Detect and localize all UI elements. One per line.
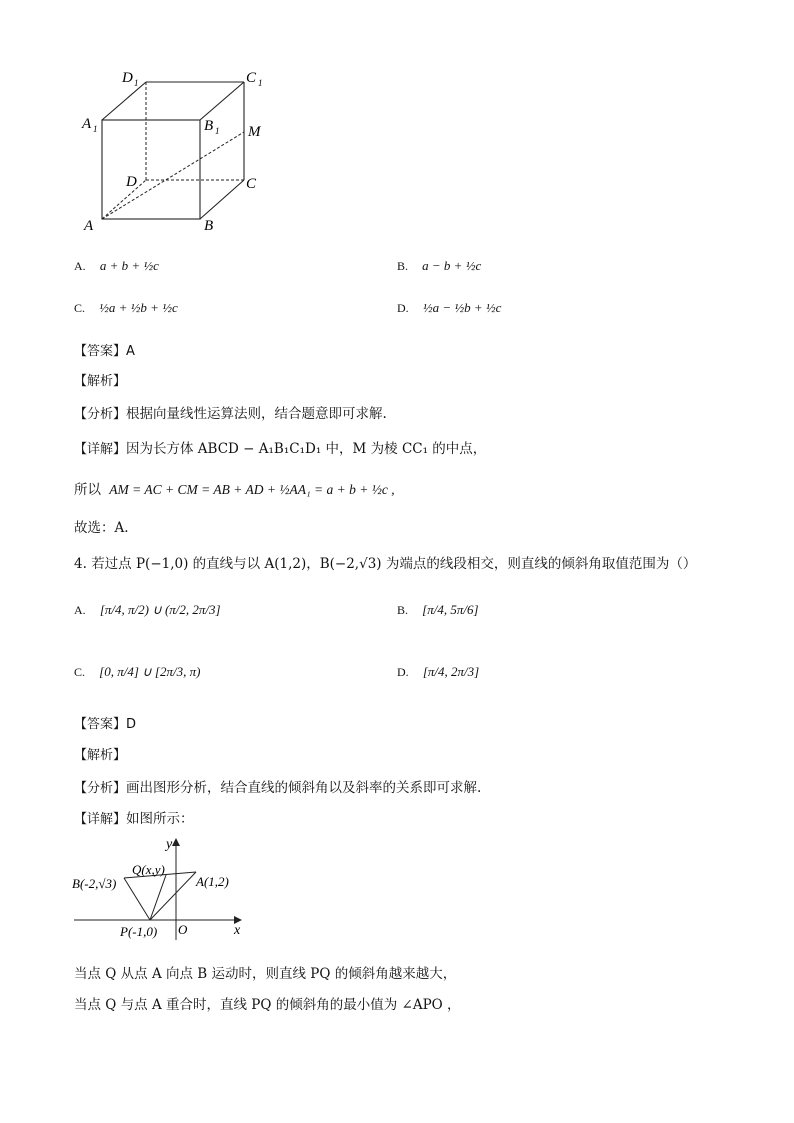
label-a1: A	[82, 116, 92, 132]
q3-option-b[interactable]: B. a − b + ½c	[397, 258, 482, 273]
q3-formula-expr: AM = AC + CM = AB + AD + ½AA₁ = a + b + ½c ,	[109, 482, 395, 497]
svg-text:P(-1,0): P(-1,0)	[120, 924, 158, 939]
q3-option-c-expr: ½a + ½b + ½c	[99, 300, 178, 315]
q3-option-c[interactable]: C. ½a + ½b + ½c	[74, 300, 178, 315]
svg-text:B(-2,√3): B(-2,√3)	[72, 876, 117, 891]
label-b1: B	[204, 118, 214, 134]
q4-option-d-expr: [π/4, 2π/3]	[422, 664, 480, 679]
q4-stem-text: 若过点 P(−1,0) 的直线与以 A(1,2)，B(−2,√3) 为端点的线段相交，则直线的倾斜角取值范围为（）	[91, 556, 697, 572]
q4-option-b-expr: [π/4, 5π/6]	[422, 602, 479, 617]
q3-option-d-expr: ½a − ½b + ½c	[422, 300, 502, 315]
q4-analysis-heading: 【解析】	[74, 748, 127, 763]
q4-option-a-expr: [π/4, π/2) ∪ (π/2, 2π/3]	[99, 602, 221, 617]
svg-text:1: 1	[134, 78, 139, 88]
q3-option-d[interactable]: D. ½a − ½b + ½c	[397, 300, 502, 315]
svg-text:1: 1	[93, 124, 98, 134]
q4-option-d[interactable]: D. [π/4, 2π/3]	[397, 664, 480, 679]
q3-formula: 所以 AM = AC + CM = AB + AD + ½AA₁ = a + b + ½c ,	[74, 482, 395, 498]
label-d: D	[126, 174, 137, 190]
line-pq	[150, 875, 166, 920]
q4-option-a[interactable]: A. [π/4, π/2) ∪ (π/2, 2π/3]	[74, 602, 221, 617]
svg-text:1: 1	[215, 126, 220, 136]
label-d1: D	[122, 70, 133, 86]
label-m: M	[248, 124, 261, 140]
q3-fenxi: 【分析】根据向量线性运算法则，结合题意即可求解.	[74, 406, 387, 422]
q3-option-b-expr: a − b + ½c	[422, 258, 482, 273]
svg-text:y: y	[166, 837, 173, 852]
q3-detail: 【详解】因为长方体 ABCD − A₁B₁C₁D₁ 中，M 为棱 CC₁ 的中点，	[74, 441, 487, 457]
q4-detail: 【详解】如图所示：	[74, 811, 194, 827]
q4-option-c[interactable]: C. [0, π/4] ∪ [2π/3, π)	[74, 664, 201, 679]
svg-text:1: 1	[258, 78, 263, 88]
svg-text:Q(x,y): Q(x,y)	[132, 862, 165, 877]
label-b: B	[204, 218, 214, 234]
cube-figure	[70, 62, 280, 242]
line-pb	[124, 878, 150, 920]
svg-text:O: O	[178, 922, 188, 937]
q4-option-c-expr: [0, π/4] ∪ [2π/3, π)	[99, 664, 201, 679]
q3-option-a-expr: a + b + ½c	[99, 258, 159, 273]
q3-option-a[interactable]: A. a + b + ½c	[74, 258, 159, 273]
q3-answer: 【答案】A	[74, 344, 135, 359]
q4-number: 4.	[74, 556, 87, 572]
svg-text:A(1,2): A(1,2)	[196, 874, 229, 889]
q4-explain-2: 当点 Q 与点 A 重合时，直线 PQ 的倾斜角的最小值为 ∠APO ，	[74, 997, 461, 1013]
q4-stem	[74, 552, 696, 572]
edge-a-d	[102, 180, 146, 219]
label-c: C	[246, 176, 257, 192]
q4-explain-1: 当点 Q 从点 A 向点 B 运动时，则直线 PQ 的倾斜角越来越大，	[74, 966, 457, 982]
label-c1: C	[246, 70, 257, 86]
q4-answer: 【答案】D	[74, 717, 137, 732]
q3-conclusion: 故选：A.	[74, 520, 129, 536]
q4-graph	[70, 834, 260, 944]
segment-am	[102, 132, 244, 219]
q4-option-b[interactable]: B. [π/4, 5π/6]	[397, 602, 479, 617]
q4-fenxi: 【分析】画出图形分析，结合直线的倾斜角以及斜率的关系即可求解.	[74, 780, 482, 796]
line-pa	[150, 872, 196, 920]
label-a: A	[84, 218, 94, 234]
svg-text:x: x	[234, 923, 241, 938]
q3-analysis-heading: 【解析】	[74, 374, 127, 389]
